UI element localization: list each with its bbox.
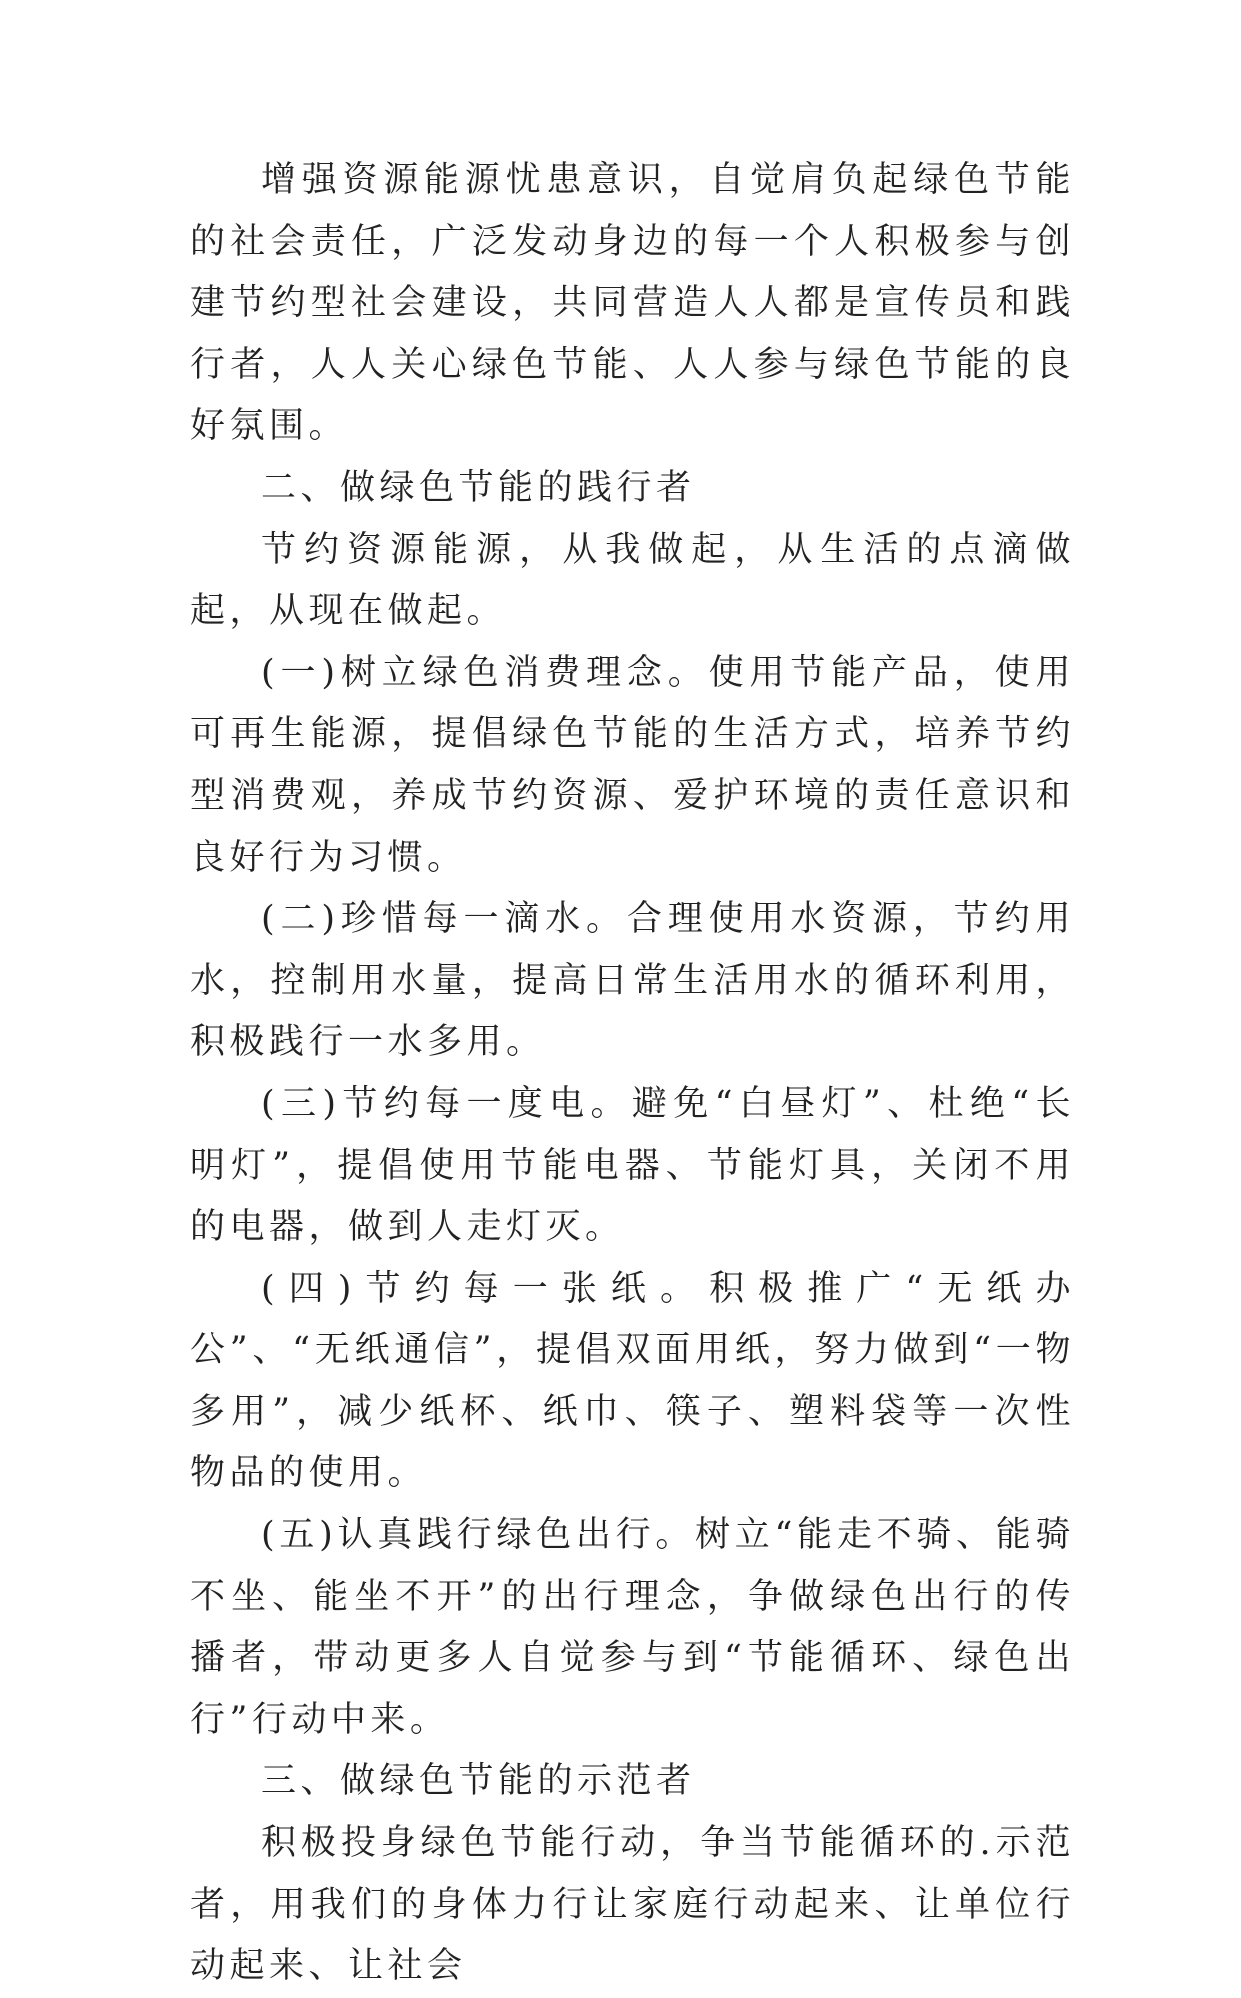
paragraph-green-travel: (五)认真践行绿色出行。树立“能走不骑、能骑不坐、能坐不开”的出行理念，争做绿色出行的传播者，带动更多人自觉参与到“节能循环、绿色出行”行动中来。 <box>190 1515 1075 1740</box>
section-heading-practitioner: 二、做绿色节能的践行者 <box>261 467 696 508</box>
paragraph-green-consumption: (一)树立绿色消费理念。使用节能产品，使用可再生能源，提倡绿色节能的生活方式，培养节约型消费观，养成节约资源、爱护环境的责任意识和良好行为习惯。 <box>190 652 1075 878</box>
paragraph-take-action: 积极投身绿色节能行动，争当节能循环的.示范者，用我们的身体力行让家庭行动起来、让单位行动起来、让社会 <box>190 1823 1075 1987</box>
paragraph-start-from-me: 节约资源能源，从我做起，从生活的点滴做起，从现在做起。 <box>190 529 1075 632</box>
paragraph-save-paper: (四)节约每一张纸。积极推广“无纸办公”、“无纸通信”，提倡双面用纸，努力做到“一物多用”，减少纸杯、纸巾、筷子、塑料袋等一次性物品的使用。 <box>190 1268 1075 1494</box>
paragraph-save-electricity: (三)节约每一度电。避免“白昼灯”、杜绝“长明灯”，提倡使用节能电器、节能灯具，关闭不用的电器，做到人走灯灭。 <box>190 1083 1075 1248</box>
document-body <box>190 150 1075 1998</box>
paragraph-save-water: (二)珍惜每一滴水。合理使用水资源，节约用水，控制用水量，提高日常生活用水的循环利用，积极践行一水多用。 <box>190 899 1075 1063</box>
section-heading-demonstrator: 三、做绿色节能的示范者 <box>261 1761 696 1802</box>
paragraph-responsibility: 增强资源能源忧患意识，自觉肩负起绿色节能的社会责任，广泛发动身边的每一个人积极参与创建节约型社会建设，共同营造人人都是宣传员和践行者，人人关心绿色节能、人人参与绿色节能的良好氛围。 <box>190 160 1075 447</box>
